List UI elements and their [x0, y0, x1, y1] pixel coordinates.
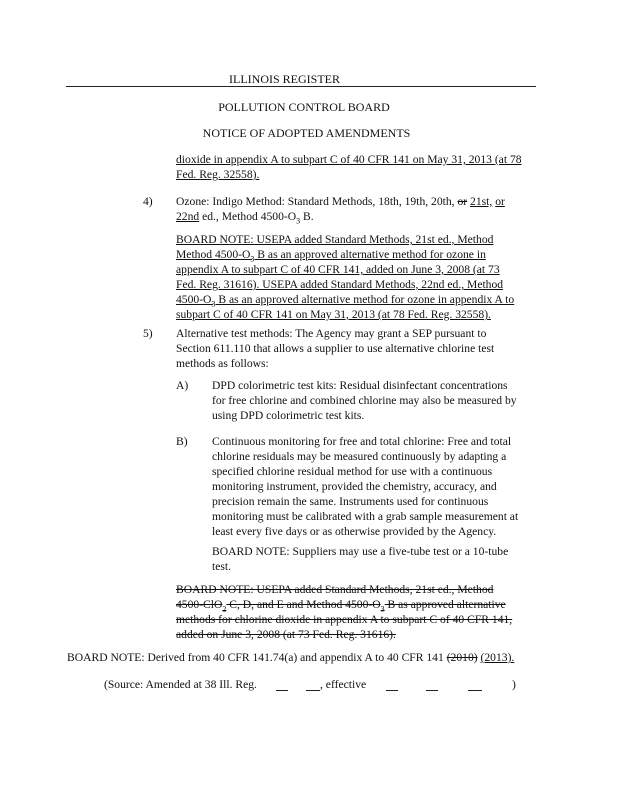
- item-4-number: 4): [143, 195, 153, 208]
- source-date-blank-2: [426, 690, 438, 691]
- struck-board-note: BOARD NOTE: USEPA added Standard Methods, 21st ed., Method 4500-ClO$_2$ C, D, and E and Method $4500-O_3$ B as approved alternative methods for chlorine dioxide in appendix A to subpart C of 40 CFR 141, added on June 3, 2008 (at 73 Fed. Reg. 31616).: [176, 583, 513, 641]
- subitem-b-note: BOARD NOTE: Suppliers may use a five-tube test or a 10-tube test.: [212, 545, 509, 573]
- new-year: (2013).: [480, 651, 515, 664]
- item-4-board-note: BOARD NOTE: USEPA added Standard Methods, 21st ed., Method Method $4500-O_3$ B as an approved alternative method for ozone in appendix A to subpart C of 40 CFR 141, added on June 3, 2008 (at 73 Fed. Reg. 31616). USEPA added Standard Methods, 22nd ed., Method $4500-O_3$ B as an approved alternative method for ozone in appendix A to subpart C of 40 CFR 141 on May 31, 2013 (at 78 Fed. Reg. 32558).: [176, 233, 515, 321]
- source-reg-blank-2: [306, 690, 320, 691]
- subitem-a-text: DPD colorimetric test kits: Residual disinfectant concentrations for free chlorine and combined chlorine may also be measured by using DPD colorimetric test kits.: [212, 379, 517, 422]
- item-5-text: Alternative test methods: The Agency may grant a SEP pursuant to Section 611.110 that allows a supplier to use alternative chlorine test methods as follows:: [176, 327, 495, 370]
- notice-title: NOTICE OF ADOPTED AMENDMENTS: [202, 126, 411, 140]
- continuation-text: dioxide in appendix A to subpart C of 40 CFR 141 on May 31, 2013 (at 78 Fed. Reg. 32558).: [176, 153, 522, 181]
- source-effective: , effective: [320, 678, 367, 691]
- struck-or: or: [457, 195, 468, 208]
- struck-year: (2010): [446, 651, 478, 664]
- subitem-b-label: B): [176, 435, 188, 448]
- source-reg-blank-1: [276, 690, 288, 691]
- board-title: POLLUTION CONTROL BOARD: [218, 100, 390, 114]
- source-close: ): [512, 678, 516, 691]
- item-4-text: Ozone: Indigo Method: Standard Methods, 18th, 19th, 20th, or 21st, or 22nd ed., Method $4500-O_3$ B.: [176, 195, 505, 226]
- source-line: (Source: Amended at 38 Ill. Reg.: [104, 678, 257, 691]
- source-date-blank-1: [386, 690, 398, 691]
- footer-board-note: BOARD NOTE: Derived from 40 CFR 141.74(a) and appendix A to 40 CFR 141 (2010) (2013).: [67, 651, 515, 664]
- item-5-number: 5): [143, 327, 153, 340]
- subitem-b-text: Continuous monitoring for free and total chlorine: Free and total chlorine residuals may be measured continuously by adapting a specified chlorine residual method for use with a continuous monitoring instrument, provided the chemistry, accuracy, and precision remain the same. Instruments used for continuous monitoring must be calibrated with a grab sample measurement at least every five days or as otherwise provided by the Agency.: [212, 435, 519, 538]
- subitem-a-label: A): [176, 379, 189, 392]
- source-date-blank-3: [468, 690, 482, 691]
- register-title: ILLINOIS REGISTER: [229, 72, 340, 86]
